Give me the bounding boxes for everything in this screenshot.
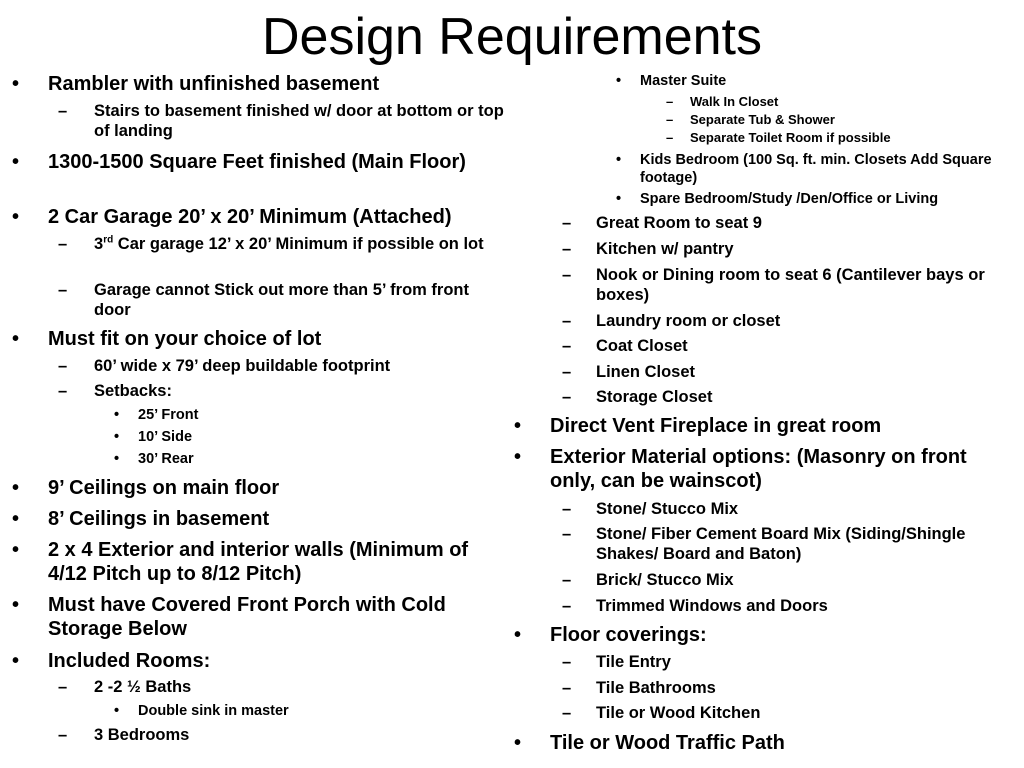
list-item — [562, 570, 1012, 590]
dash: – — [562, 214, 572, 232]
bullet: • — [616, 152, 622, 168]
bullet: • — [114, 451, 120, 467]
dash: – — [562, 679, 572, 697]
bullet: • — [616, 191, 622, 207]
list-item-text: Exterior Material options: (Masonry on front only, can be wainscot) — [550, 446, 967, 492]
list-item — [562, 213, 1012, 233]
list-item — [666, 111, 1006, 128]
bullet: • — [12, 594, 20, 616]
dash: – — [562, 363, 572, 381]
list-item-text: 2 x 4 Exterior and interior walls (Minimum of 4/12 Pitch up to 8/12 Pitch) — [48, 539, 469, 585]
list-item-text: Spare Bedroom/Study /Den/Office or Living — [640, 191, 939, 207]
list-item — [12, 507, 502, 531]
bullet: • — [12, 508, 20, 530]
dash: – — [58, 726, 68, 744]
list-item-text: Kids Bedroom (100 Sq. ft. min. Closets Add Square footage) — [640, 152, 992, 186]
list-item-text: Must fit on your choice of lot — [48, 328, 322, 350]
bullet: • — [514, 415, 522, 437]
list-item — [12, 150, 502, 174]
list-item-text: Master Suite — [640, 73, 727, 89]
list-item-text: Tile or Wood Kitchen — [596, 704, 761, 722]
list-item-text: Tile or Wood Traffic Path — [550, 732, 785, 754]
list-item — [514, 623, 1004, 647]
list-item — [666, 93, 1006, 110]
list-item-text: Setbacks: — [94, 382, 172, 400]
list-item — [58, 234, 512, 254]
dash: – — [562, 653, 572, 671]
list-item — [58, 725, 510, 745]
list-item-text: Direct Vent Fireplace in great room — [550, 415, 882, 437]
list-item — [514, 414, 1004, 438]
list-item-text: Kitchen w/ pantry — [596, 240, 734, 258]
list-item-text: Brick/ Stucco Mix — [596, 571, 734, 589]
list-item — [616, 72, 1006, 90]
list-item — [562, 239, 1012, 259]
bullet: • — [12, 650, 20, 672]
list-item-text: Included Rooms: — [48, 650, 211, 672]
list-item-text: 60’ wide x 79’ deep buildable footprint — [94, 357, 391, 375]
list-item-text: Laundry room or closet — [596, 312, 781, 330]
list-item — [562, 311, 1012, 331]
list-item-text: 10’ Side — [138, 429, 193, 445]
dash: – — [58, 281, 68, 299]
list-item-text: 2 Car Garage 20’ x 20’ Minimum (Attached) — [48, 206, 452, 228]
list-item-text: 3rd Car garage 12’ x 20’ Minimum if possible on lot — [94, 234, 484, 253]
list-item-text: Stone/ Stucco Mix — [596, 500, 739, 518]
list-item — [114, 450, 494, 468]
bullet: • — [12, 539, 20, 561]
list-item-text: Stone/ Fiber Cement Board Mix (Siding/Shingle Shakes/ Board and Baton) — [596, 525, 966, 563]
dash: – — [58, 235, 68, 253]
list-item — [616, 151, 996, 187]
bullet: • — [514, 732, 522, 754]
list-item-text: Separate Toilet Room if possible — [690, 130, 891, 145]
dash: – — [562, 500, 572, 518]
bullet: • — [514, 446, 522, 468]
list-item — [114, 406, 494, 424]
list-item — [666, 129, 1006, 146]
list-item — [12, 205, 512, 229]
dash: – — [562, 266, 572, 284]
list-item-text: 1300-1500 Square Feet finished (Main Floor) — [48, 151, 466, 173]
list-item — [514, 731, 1004, 755]
dash: – — [666, 130, 674, 145]
bullet: • — [114, 429, 120, 445]
bullet: • — [12, 151, 20, 173]
list-item-text: Great Room to seat 9 — [596, 214, 762, 232]
bullet: • — [616, 73, 622, 89]
list-item-text: Storage Closet — [596, 388, 713, 406]
list-item-text: Floor coverings: — [550, 624, 707, 646]
dash: – — [562, 388, 572, 406]
list-item — [58, 280, 510, 320]
list-item — [12, 476, 502, 500]
list-item — [12, 327, 502, 351]
list-item — [58, 381, 510, 401]
list-item — [114, 428, 494, 446]
list-item — [58, 101, 510, 141]
list-item-text: Walk In Closet — [690, 94, 779, 109]
dash: – — [58, 102, 68, 120]
list-item — [12, 538, 502, 586]
list-item — [562, 387, 1012, 407]
list-item-text: Double sink in master — [138, 703, 289, 719]
dash: – — [666, 112, 674, 127]
dash: – — [562, 525, 572, 543]
list-item — [562, 703, 1012, 723]
list-item-text: Coat Closet — [596, 337, 688, 355]
list-item-text: 2 -2 ½ Baths — [94, 678, 192, 696]
slide-title: Design Requirements — [261, 8, 763, 66]
list-item — [562, 652, 1012, 672]
list-item-text: Tile Bathrooms — [596, 679, 716, 697]
list-item — [562, 678, 1012, 698]
list-item — [12, 72, 502, 96]
list-item — [12, 593, 502, 641]
list-item-text: 8’ Ceilings in basement — [48, 508, 270, 530]
dash: – — [58, 357, 68, 375]
list-item-text: Separate Tub & Shower — [690, 112, 835, 127]
list-item — [514, 445, 994, 493]
dash: – — [562, 571, 572, 589]
list-item-text: 30’ Rear — [138, 451, 194, 467]
list-item-text: 25’ Front — [138, 407, 199, 423]
list-item — [114, 702, 494, 720]
dash: – — [58, 382, 68, 400]
list-item — [616, 190, 1011, 208]
bullet: • — [114, 407, 120, 423]
bullet: • — [12, 73, 20, 95]
list-item — [562, 596, 1012, 616]
list-item — [12, 649, 502, 673]
list-item-text: Rambler with unfinished basement — [48, 73, 380, 95]
dash: – — [58, 678, 68, 696]
list-item — [562, 524, 1018, 564]
list-item — [562, 265, 1012, 305]
list-item-text: Garage cannot Stick out more than 5’ from front door — [94, 281, 469, 319]
bullet: • — [114, 703, 120, 719]
list-item — [562, 362, 1012, 382]
dash: – — [562, 240, 572, 258]
list-item — [562, 336, 1012, 356]
list-item-text: Tile Entry — [596, 653, 671, 671]
list-item-text: 9’ Ceilings on main floor — [48, 477, 280, 499]
list-item-text: Must have Covered Front Porch with Cold Storage Below — [48, 594, 446, 640]
list-item — [58, 677, 510, 697]
bullet: • — [12, 477, 20, 499]
dash: – — [562, 337, 572, 355]
list-item — [562, 499, 1012, 519]
dash: – — [562, 597, 572, 615]
dash: – — [562, 312, 572, 330]
bullet: • — [514, 624, 522, 646]
dash: – — [666, 94, 674, 109]
list-item-text: Trimmed Windows and Doors — [596, 597, 828, 615]
list-item-text: Stairs to basement finished w/ door at bottom or top of landing — [94, 102, 504, 140]
list-item — [58, 356, 510, 376]
bullet: • — [12, 328, 20, 350]
bullet: • — [12, 206, 20, 228]
dash: – — [562, 704, 572, 722]
list-item-text: Nook or Dining room to seat 6 (Cantilever bays or boxes) — [596, 266, 985, 304]
list-item-text: Linen Closet — [596, 363, 696, 381]
list-item-text: 3 Bedrooms — [94, 726, 190, 744]
